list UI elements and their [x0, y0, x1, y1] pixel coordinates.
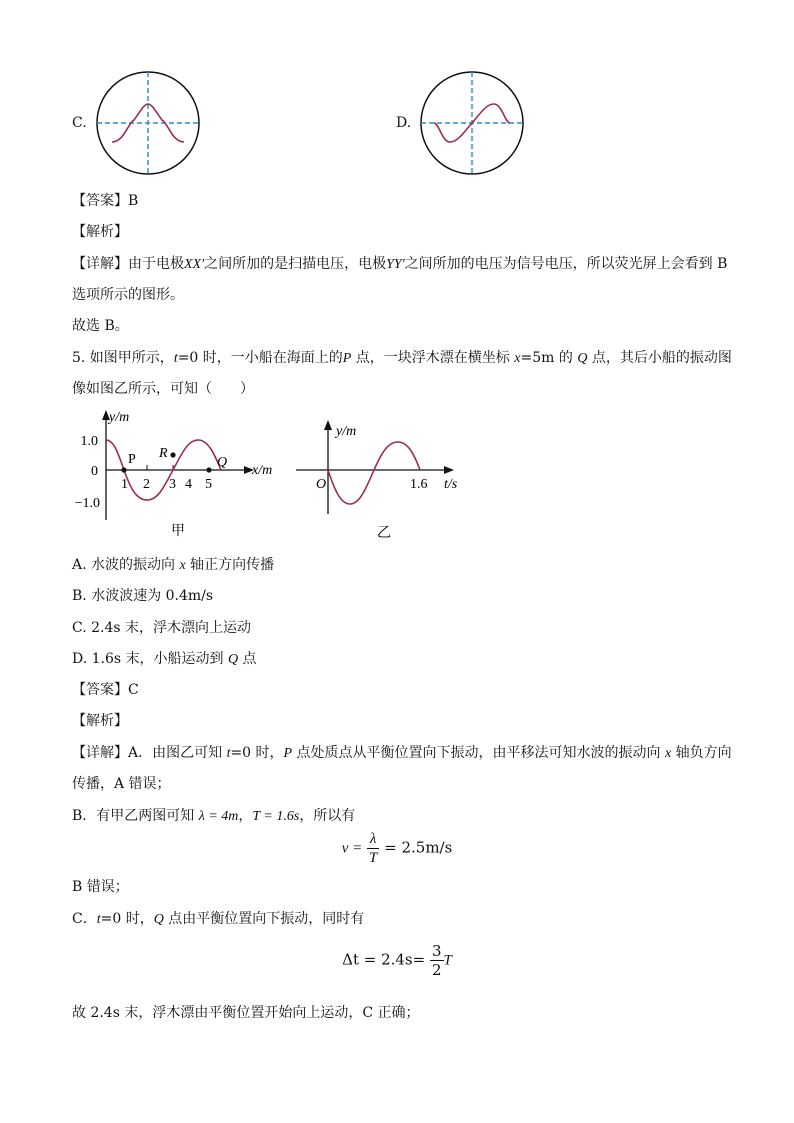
detail-label: 【详解】	[72, 745, 128, 761]
detail-text: ，所以有	[299, 808, 356, 824]
p-var: P	[283, 746, 293, 761]
fraction-numerator: 3	[431, 942, 442, 960]
stem-text: 点，一块浮木漂在横坐标	[351, 350, 515, 366]
option-c: C. 2.4s 末，浮木漂向上运动	[72, 620, 252, 636]
option-b: B. 水波波速为 0.4m/s	[72, 588, 214, 604]
q5-detail-c	[72, 909, 364, 930]
detail-text: A．由图乙可知	[128, 745, 227, 761]
fraction	[430, 942, 444, 979]
y-tick-top: 1.0	[80, 434, 98, 449]
q4-conclusion: 故选 B。	[72, 318, 129, 334]
formula-lhs: v =	[341, 840, 363, 857]
option-d	[72, 649, 257, 670]
x-tick: 1	[121, 477, 128, 492]
origin-label: O	[316, 477, 327, 492]
x-var: x	[514, 351, 521, 366]
y-axis-label: y/m	[336, 424, 357, 439]
detail-text: B．有甲乙两图可知	[72, 808, 199, 824]
period-equation: T = 1.6s	[252, 809, 300, 824]
stem-text: 5. 如图甲所示，	[72, 350, 174, 366]
t-var: t	[226, 746, 231, 761]
point-q-label: Q	[217, 455, 228, 470]
q4-analysis-label: 【解析】	[72, 224, 128, 240]
x-var: x	[179, 558, 186, 573]
q5-detail-b	[72, 806, 355, 827]
option-d-figure	[418, 70, 528, 178]
option-text: 点	[238, 651, 257, 667]
point-r-label: R	[159, 446, 168, 461]
point-p-label: P	[128, 452, 136, 467]
figure-yi	[296, 418, 466, 542]
stem-text: 点，其后小船的振动图	[587, 350, 732, 366]
p-var: P	[342, 351, 352, 366]
fraction-numerator: λ	[367, 830, 379, 849]
option-text: D. 1.6s 末，小船运动到	[72, 651, 228, 667]
option-d-label: D.	[396, 115, 412, 131]
q5-detail-a-line1	[72, 743, 732, 764]
q4-detail-line2: 选项所示的图形。	[72, 287, 184, 303]
xx-symbol: XX'	[184, 257, 205, 272]
answer-value: B	[128, 193, 139, 209]
option-c-figure	[94, 70, 204, 178]
lambda-equation: λ = 4m	[198, 809, 239, 824]
answer-label: 【答案】	[72, 682, 128, 698]
fraction-denominator: T	[369, 850, 378, 866]
y-tick-bottom: −1.0	[74, 496, 100, 511]
q5-detail-c-end: 故 2.4s 末，浮木漂由平衡位置开始向上运动，C 正确；	[72, 1005, 420, 1021]
detail-text: 点由平衡位置向下振动，同时有	[163, 911, 365, 927]
t-tick: 1.6	[410, 477, 428, 492]
option-c-label: C.	[72, 115, 87, 131]
x-tick: 2	[143, 477, 150, 492]
period-symbol: T	[443, 952, 452, 969]
y-axis-label: y/m	[109, 410, 130, 425]
detail-text: =0 时，	[100, 911, 154, 927]
formula-velocity	[0, 830, 794, 867]
q5-detail-a-line2: 传播，A 错误；	[72, 776, 171, 792]
option-text: 轴正方向传播	[185, 557, 275, 573]
answer-label: 【答案】	[72, 193, 128, 209]
x-tick: 4	[185, 477, 192, 492]
detail-text: ，	[238, 808, 253, 824]
fraction-denominator: 2	[431, 961, 442, 979]
detail-text: 点处质点从平衡位置向下振动，由平移法可知水波的振动向	[292, 745, 666, 761]
q5-detail-b-wrong: B 错误；	[72, 879, 129, 895]
q4-detail-line1	[72, 254, 727, 275]
x-tick: 3	[169, 477, 176, 492]
option-text: A. 水波的振动向	[72, 557, 180, 573]
t-var: t	[96, 912, 101, 927]
q-var: Q	[227, 652, 239, 667]
x-axis-label: x/m	[252, 463, 273, 478]
x-var: x	[665, 746, 672, 761]
q-var: Q	[577, 351, 588, 366]
yy-symbol: YY'	[386, 257, 405, 272]
x-tick: 5	[205, 477, 212, 492]
q5-stem-line2: 像如图乙所示，可知（ ）	[72, 381, 254, 397]
q5-analysis-label: 【解析】	[72, 713, 128, 729]
fraction	[367, 830, 379, 867]
formula-lhs: Δt = 2.4s=	[342, 950, 426, 969]
detail-text: =0 时，	[230, 745, 284, 761]
answer-value: C	[128, 682, 139, 698]
t-var: t	[173, 351, 178, 366]
formula-delta-t	[0, 942, 794, 979]
stem-text: =0 时，一小船在海面上的	[177, 350, 343, 366]
figure-jia	[66, 408, 286, 540]
q4-answer	[72, 191, 138, 211]
q5-answer	[72, 680, 139, 700]
detail-text: 之间所加的是扫描电压，电极	[204, 256, 387, 272]
figure-caption-jia: 甲	[171, 524, 185, 539]
detail-text: 之间所加的电压为信号电压，所以荧光屏上会看到 B	[404, 256, 728, 272]
t-axis-label: t/s	[444, 477, 458, 492]
q5-stem-line1	[72, 348, 732, 369]
option-a	[72, 555, 274, 576]
q-var: Q	[153, 912, 164, 927]
figure-caption-yi: 乙	[377, 526, 391, 541]
detail-label: 【详解】	[72, 256, 128, 272]
y-tick-zero: 0	[91, 464, 98, 479]
stem-text: =5m 的	[520, 350, 578, 366]
detail-text: 轴负方向	[671, 745, 732, 761]
detail-text: C．	[72, 911, 97, 927]
detail-text: 由于电极	[128, 256, 184, 272]
formula-rhs: = 2.5m/s	[384, 838, 453, 857]
